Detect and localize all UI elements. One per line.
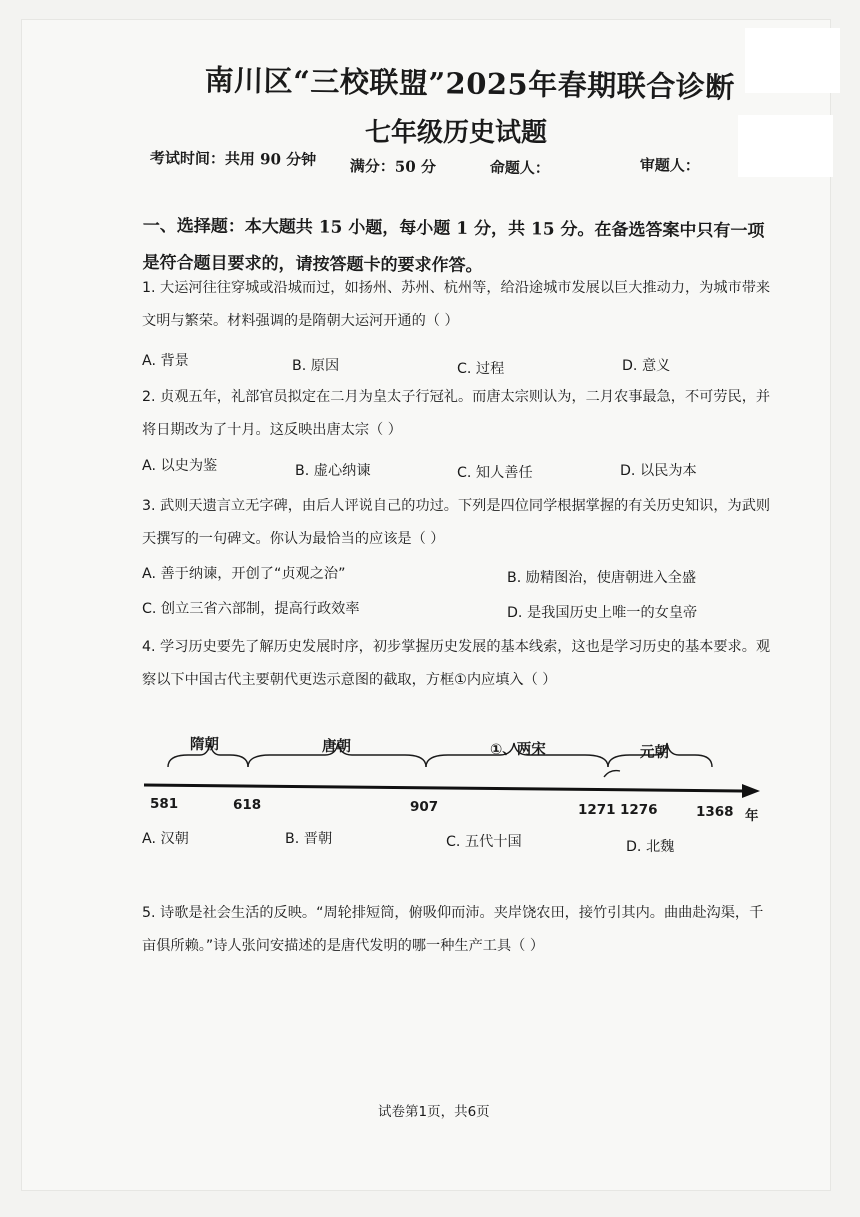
timeline-year-1276: 1276 xyxy=(620,802,658,818)
question-3-option-b[interactable]: B. 励精图治，使唐朝进入全盛 xyxy=(507,570,697,586)
question-2-stem: 2. 贞观五年，礼部官员拟定在二月为皇太子行冠礼。而唐太宗则认为，二月农事最急，不可劳民，并将日期改为了十月。这反映出唐太宗（ ） xyxy=(142,389,771,438)
question-1-stem: 1. 大运河往往穿城或沿城而过，如扬州、苏州、杭州等，给沿途城市发展以巨大推动力，为城市带来文明与繁荣。材料强调的是隋朝大运河开通的（ ） xyxy=(142,280,771,329)
question-2-option-a[interactable]: A. 以史为鉴 xyxy=(142,458,218,474)
full-score: 满分：50 分 xyxy=(349,157,437,176)
question-2-option-b[interactable]: B. 虚心纳谏 xyxy=(295,463,371,479)
question-1-option-b[interactable]: B. 原因 xyxy=(292,358,340,374)
timeline-axis xyxy=(144,785,742,791)
question-setter: 命题人： xyxy=(489,158,550,178)
exam-title: 南川区“三校联盟”2025年春期联合诊断 xyxy=(204,62,735,105)
question-2-option-d[interactable]: D. 以民为本 xyxy=(620,463,697,479)
question-3-option-d[interactable]: D. 是我国历史上唯一的女皇帝 xyxy=(507,605,698,621)
timeline-label-yuan: 元朝 xyxy=(640,745,669,761)
question-2-option-c[interactable]: C. 知人善任 xyxy=(457,465,533,481)
page-number: 试卷第1页，共6页 xyxy=(378,1104,490,1120)
question-4-option-d[interactable]: D. 北魏 xyxy=(626,839,675,855)
question-4-stem: 4. 学习历史要先了解历史发展时序，初步掌握历史发展的基本线索，这也是学习历史的基本要求。观察以下中国古代主要朝代更迭示意图的截取，方框①内应填入（ ） xyxy=(142,639,771,688)
question-3-stem: 3. 武则天遗言立无字碑，由后人评说自己的功过。下列是四位同学根据掌握的有关历史知识，为武则天撰写的一句碑文。你认为最恰当的应该是（ ） xyxy=(142,498,771,547)
section-instructions: 一、选择题：本大题共 15 小题，每小题 1 分，共 15 分。在备选答案中只有一项是符合题目要求的，请按答题卡的要求作答。 xyxy=(142,215,765,276)
exam-subtitle: 七年级历史试题 xyxy=(365,118,548,148)
question-4-option-b[interactable]: B. 晋朝 xyxy=(285,831,333,847)
timeline-year-1271: 1271 xyxy=(578,802,616,818)
redaction-box-right xyxy=(738,115,833,177)
dynasty-timeline xyxy=(130,725,770,815)
timeline-label-blank-song: ①、两宋 xyxy=(490,742,546,758)
timeline-label-tang: 唐朝 xyxy=(322,739,351,755)
question-3-option-c[interactable]: C. 创立三省六部制，提高行政效率 xyxy=(142,601,360,617)
timeline-unit: 年 xyxy=(745,808,759,824)
question-5-stem: 5. 诗歌是社会生活的反映。“周轮排短筒，俯吸仰而沛。夹岸饶农田，接竹引其内。曲曲赴沟渠，千亩俱所赖。”诗人张问安描述的是唐代发明的哪一种生产工具（ ） xyxy=(142,905,764,954)
timeline-arrowhead xyxy=(742,784,760,798)
question-1-option-a[interactable]: A. 背景 xyxy=(142,353,189,369)
question-1-option-c[interactable]: C. 过程 xyxy=(457,361,505,377)
timeline-year-1368: 1368 xyxy=(696,804,734,820)
exam-time: 考试时间：共用 90 分钟 xyxy=(149,148,317,169)
timeline-year-618: 618 xyxy=(233,797,262,813)
question-4-option-a[interactable]: A. 汉朝 xyxy=(142,831,189,847)
question-4-option-c[interactable]: C. 五代十国 xyxy=(446,834,522,850)
question-3-option-a[interactable]: A. 善于纳谏，开创了“贞观之治” xyxy=(142,566,346,582)
timeline-label-sui: 隋朝 xyxy=(190,737,219,753)
redaction-box-top xyxy=(745,28,840,93)
timeline-year-907: 907 xyxy=(410,799,439,815)
timeline-year-581: 581 xyxy=(150,796,179,812)
brace-overlap xyxy=(604,771,620,777)
exam-info-row xyxy=(150,147,710,181)
question-reviewer: 审题人： xyxy=(639,156,700,175)
question-1-option-d[interactable]: D. 意义 xyxy=(622,358,671,374)
